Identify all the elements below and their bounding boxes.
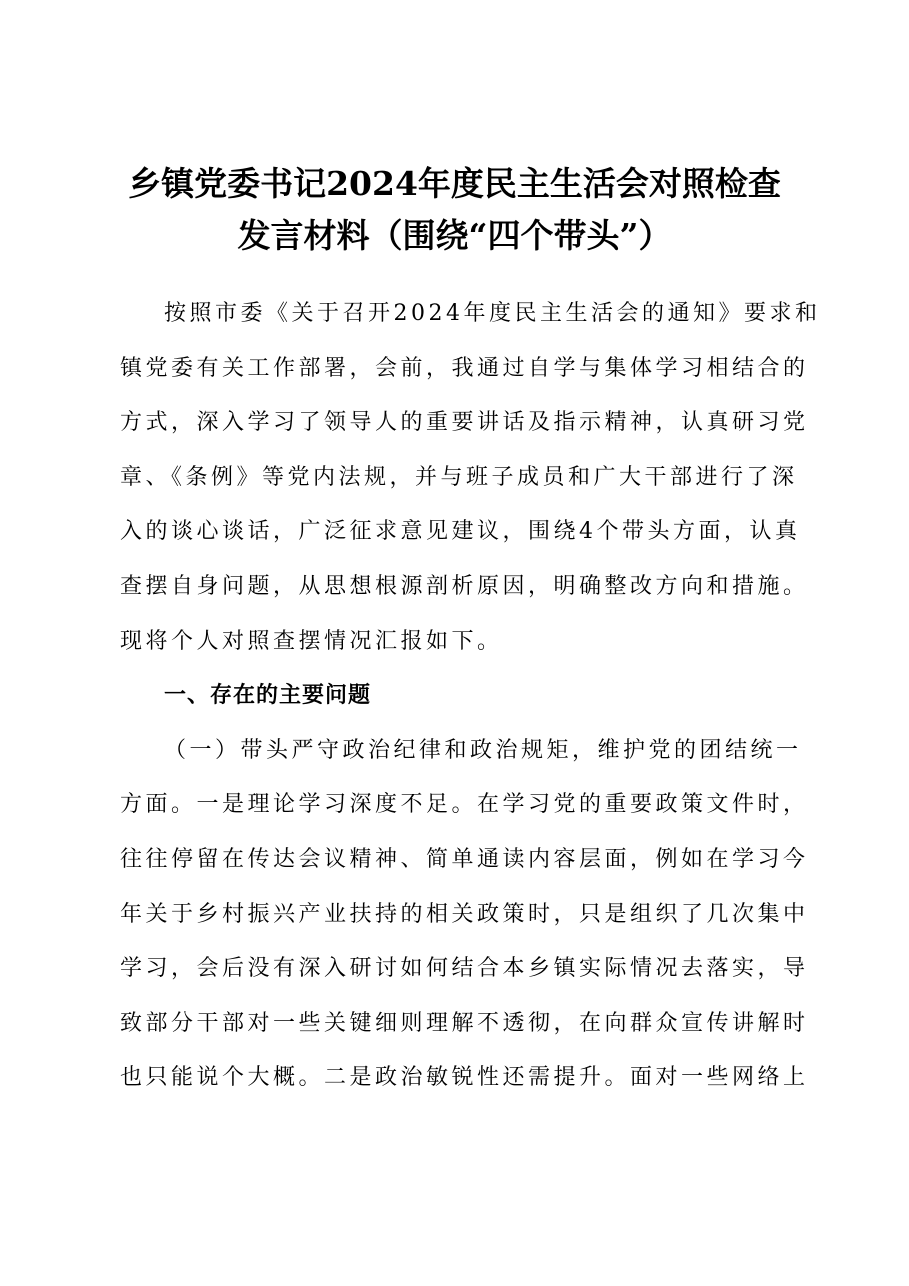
- intro-line: 章、《条例》等党内法规，并与班子成员和广大干部进行了深: [120, 464, 798, 490]
- section-1-line: 致部分干部对一些关键细则理解不透彻，在向群众宣传讲解时: [120, 1010, 809, 1036]
- intro-line: 镇党委有关工作部署，会前，我通过自学与集体学习相结合的: [120, 355, 809, 381]
- title-line-1: 乡镇党委书记2024年度民主生活会对照检查: [128, 164, 781, 203]
- title-line-2: 发言材料（围绕“四个带头”）: [237, 216, 672, 255]
- section-1-line: 往往停留在传达会议精神、简单通读内容层面，例如在学习今: [120, 846, 809, 872]
- intro-line: 入的谈心谈话，广泛征求意见建议，围绕4个带头方面，认真: [120, 519, 801, 545]
- intro-paragraph: [120, 287, 821, 669]
- document-body: [120, 287, 821, 1106]
- section-1-line: 年关于乡村振兴产业扶持的相关政策时，只是组织了几次集中: [120, 901, 809, 927]
- intro-line: 按照市委《关于召开2024年度民主生活会的通知》要求和: [164, 301, 821, 326]
- intro-line: 现将个人对照查摆情况汇报如下。: [120, 628, 503, 654]
- section-1-line: 学习，会后没有深入研讨如何结合本乡镇实际情况去落实，导: [120, 956, 809, 982]
- section-1-line: 也只能说个大概。二是政治敏锐性还需提升。面对一些网络上: [120, 1065, 809, 1091]
- intro-line: 查摆自身问题，从思想根源剖析原因，明确整改方向和措施。: [120, 573, 809, 599]
- section-1-paragraph: [120, 724, 809, 1106]
- section-heading: 一、存在的主要问题: [164, 683, 372, 709]
- intro-line: 方式，深入学习了领导人的重要讲话及指示精神，认真研习党: [120, 410, 809, 436]
- document-title: [100, 158, 809, 262]
- section-1-line: （一）带头严守政治纪律和政治规矩，维护党的团结统一: [164, 737, 802, 763]
- section-1-line: 方面。一是理论学习深度不足。在学习党的重要政策文件时，: [120, 792, 809, 818]
